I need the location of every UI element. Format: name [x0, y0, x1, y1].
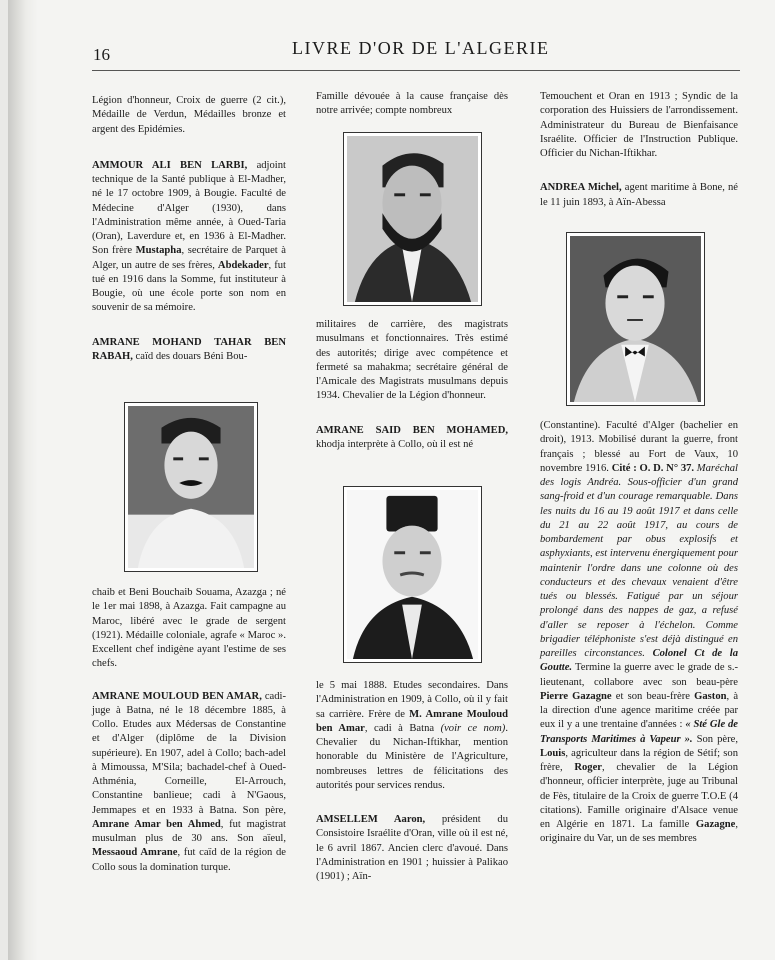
entry-text: , fut caïd de la région de Collo sous la domination turque. [92, 847, 286, 873]
column-1-top [92, 94, 286, 364]
entry-text: caïd des douars Béni Bou- [132, 350, 248, 362]
paragraph: militaires de carrière, des magistrats musulmans et fonctionnaires. Très estimé des autorités; dirige avec compétence et fermeté sa mahakma; secrétaire général de l'Amicale des Magistrats musulmans depuis 1934. Chevalier de la Légion d'honneur. [316, 319, 508, 402]
entry-bold: Abdekader [217, 259, 269, 271]
portrait-icon [347, 490, 478, 659]
entry-bold: Pierre Gazagne [540, 690, 612, 702]
entry-text: Termine la guerre avec le grade de s.-lieutenant, collabore avec son beau-père [540, 662, 738, 688]
entry-text: cadi-juge à Batna, né le 18 décembre 1885, à Collo. Etudes aux Médersas de Constantine et d'Alger (diplôme de la Division supérieure). En 1907, adel à Collo; bach-adel à Mimoussa, M'Sila; bachadel-chef à Oued-Athménia, Corneille, El-Arrouch, Constantine banlieue; cadi à N'Gaous, Jemmapes et en 1933 à Batna. Son père, [92, 690, 286, 816]
entry-amsellem [316, 813, 508, 884]
entry-text: , fut tué en 1916 dans la Somme, fut instituteur à Bougie, où une école porte son nom en souvenir de sa mémoire. [92, 259, 286, 314]
portrait-andrea-photo [566, 232, 705, 406]
page-binding-shadow [8, 0, 38, 960]
entry-text: . Chevalier du Nichan-Iftikhar, mention honorable du Ministère de l'Agriculture, nombreuses lettres de félicitations des autorités pour services rendus. [316, 722, 508, 791]
paragraph: Temouchent et Oran en 1913 ; Syndic de la corporation des Huissiers de l'arrondissement. Administrateur du Bureau de Bienfaisance Israélite. Officier de l'Instruction Publique. Officier du Nichan-Iftikhar. [540, 91, 738, 159]
entry-amrane-mouloud [92, 690, 286, 875]
portrait-icon [570, 236, 701, 402]
entry-text: khodja interprète à Collo, où il est né [316, 438, 474, 450]
column-2-bottom [316, 679, 508, 884]
entry-text: Son père, [692, 733, 738, 745]
column-2-top [316, 90, 508, 119]
entry-amrane-said [316, 424, 508, 453]
entry-bold: Roger [574, 762, 603, 773]
entry-name: AMMOUR ALI BEN LARBI, [92, 159, 248, 171]
entry-italic: « Sté Gle de Transports Maritimes à Vapeur ». [540, 719, 738, 745]
paragraph [540, 419, 738, 847]
portrait-ammour-photo [124, 402, 258, 572]
entry-bold: Gazagne [695, 819, 736, 830]
entry-bold: Colonel Ct de la Goutte. [540, 648, 738, 674]
entry-text: , originaire du Var, un de ses membres [540, 819, 738, 845]
entry-text: , cadi à Batna [364, 722, 441, 734]
entry-text: , secrétaire de Parquet à Alger, un autre de ses frères, [92, 245, 286, 271]
column-3-top [540, 90, 738, 210]
column-3-bottom [540, 419, 738, 847]
entry-name: ANDREA Michel, [540, 182, 622, 194]
page-header-title: LIVRE D'OR DE L'ALGERIE [292, 38, 550, 58]
entry-name: AMRANE SAID BEN MOHAMED, [316, 424, 508, 436]
entry-text: président du Consistoire Israélite d'Oran, ville où il est né, le 6 avril 1867. Ancien clerc d'avoué. Dans l'Administration en 1901 ; huissier à Palikao (1901) ; Aïn- [316, 814, 508, 882]
entry-text: , agriculteur dans la région de Sétif; son frère, [540, 747, 738, 773]
entry-text: le 5 mai 1888. Etudes secondaires. Dans l'Administration en 1909, à Collo, où il y fait sa carrière. Frère de [316, 680, 508, 720]
entry-bold: Messaoud Amrane [92, 847, 178, 859]
paragraph: Légion d'honneur, Croix de guerre (2 cit.), Médaille de Verdun, Médailles bronze et argent des Epidémies. [92, 95, 286, 135]
entry-bold: Gaston [694, 690, 727, 702]
paragraph [316, 679, 508, 793]
entry-name: AMRANE MOHAND TAHAR BEN RABAH, [92, 336, 286, 362]
entry-bold: Cité : O. D. N° 37. [611, 462, 695, 474]
entry-text: et son beau-frère [611, 690, 695, 702]
entry-bold: Louis [540, 747, 566, 759]
portrait-icon [128, 406, 254, 568]
column-1-bottom [92, 586, 286, 875]
header-rule [92, 70, 740, 71]
entry-italic: Maréchal des logis Andréa. Sous-officier d'un grand sang-froid et d'un courage remarquable. Dans les nuits du 16 au 19 août 1917 et dans celle du 21 au 22 août 1917, au cours de bombardement par obus explosifs et asphyxiants, est intervenu énergiquement pour maintenir l'ordre dans une colonne où des conducteurs et des chevaux venaient d'être tués ou blessés. Fatigué par un séjour prolongé dans des nappes de gaz, a refusé d'aller se reposer à l'échelon. Comme brigadier téléphoniste s'est déjà distingué en pareilles circonstances. [540, 462, 738, 659]
entry-text: , fut magistrat musulman plus de 30 ans. Son aïeul, [92, 818, 286, 844]
entry-bold: M. Amrane Mouloud ben Amar [316, 708, 508, 734]
portrait-amrane-said-photo [343, 486, 482, 663]
entry-andrea [540, 181, 738, 210]
page-number: 16 [93, 45, 110, 64]
entry-text: adjoint technique de la Santé publique à El-Madher, né le 17 octobre 1909, à Bougie. Faculté de Médecine d'Alger (1930), dans l'Administration même année, à Oued-Taria (Oran), Laverdure et, en 1936 à El-Madher. Son frère [92, 159, 286, 257]
column-2-middle [316, 318, 508, 452]
entry-text: agent maritime à Bone, né le 11 juin 1893, à Aïn-Abessa [540, 182, 738, 208]
portrait-icon [347, 136, 478, 302]
entry-italic: (voir ce nom) [440, 722, 506, 734]
portrait-amrane-mohand-photo [343, 132, 482, 306]
entry-text: (Constantine). Faculté d'Alger (bachelier en droit), 1913. Mobilisé durant la guerre, front français ; blessé au Fort de Vaux, 10 novembre 1916. [540, 420, 738, 474]
entry-name: AMRANE MOULOUD BEN AMAR, [92, 690, 262, 702]
entry-name: AMSELLEM Aaron, [316, 814, 426, 825]
entry-amrane-mohand [92, 336, 286, 365]
entry-text: , à la direction d'une agence maritime créée par eux il y a une trentaine d'années : [540, 690, 739, 731]
entry-ammour [92, 159, 286, 316]
entry-bold: Amrane Amar ben Ahmed [92, 818, 221, 830]
entry-text: , chevalier de la Légion d'honneur, officier interprète, juge au Tribunal de Fès, titulaire de la Croix de guerre T.O.E (4 citations). Famille originaire d'Alsace venue en Algérie en 1871. La famille [540, 762, 738, 830]
entry-bold: Mustapha [135, 245, 182, 257]
paragraph: Famille dévouée à la cause française dès notre arrivée; compte nombreux [316, 91, 508, 117]
paragraph: chaib et Beni Bouchaib Souama, Azazga ; né le 1er mai 1898, à Azazga. Fait campagne au Maroc, libéré avec le grade de sergent (1921). Médaille coloniale, agrafe « Maroc ». Excellent chef indigène ayant l'estime de ses chefs. [92, 587, 286, 670]
